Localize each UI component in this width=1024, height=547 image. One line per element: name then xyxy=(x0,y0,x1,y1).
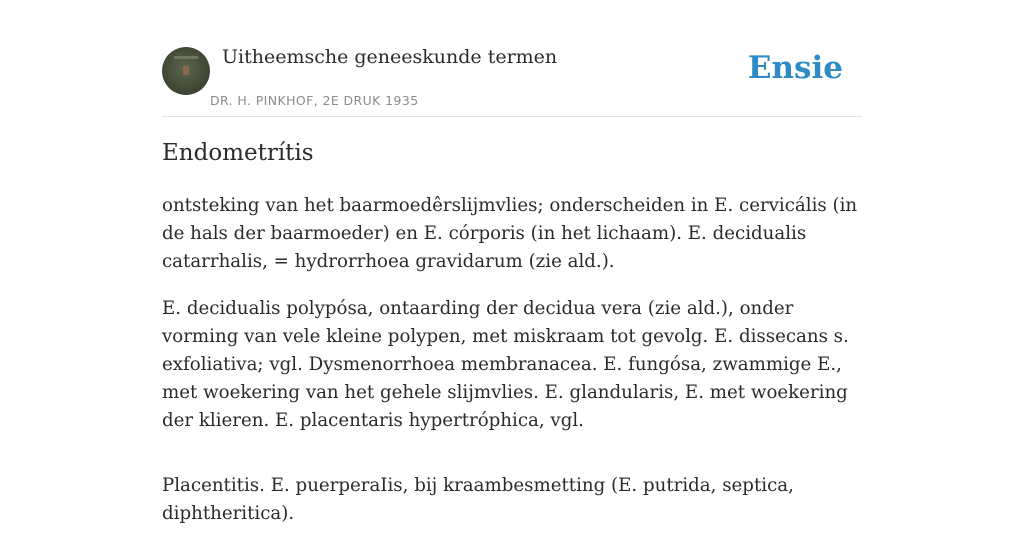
cover-band xyxy=(174,56,198,59)
page-container xyxy=(162,0,862,524)
entry-definition xyxy=(162,192,862,547)
book-title-link[interactable]: Uitheemsche geneeskunde termen xyxy=(222,46,558,68)
definition-paragraph: Placentitis. E. puerperaIis, bij kraambesmetting (E. putrida, septica, diphtheritica). xyxy=(162,475,794,524)
book-author: DR. H. PINKHOF, 2E DRUK 1935 xyxy=(210,93,419,108)
definition-paragraph: E. decidualis polypósa, ontaarding der decidua vera (zie ald.), onder vorming van vele kleine polypen, met miskraam tot gevolg. E. dissecans s. exfoliativa; vgl. Dysmenorrhoea membranacea. E. fungósa, zwammige E., met woekering van het gehele slijmvlies. E. glandularis, E. met woekering der klieren. E. placentaris hypertróphica, vgl. xyxy=(162,298,849,431)
ensie-logo-link[interactable]: Ensie xyxy=(747,50,843,86)
book-cover-thumbnail[interactable] xyxy=(162,47,210,95)
entry-title: Endometrítis xyxy=(162,140,314,166)
entry-header xyxy=(162,0,862,117)
cover-emblem-icon xyxy=(183,66,189,75)
definition-paragraph: ontsteking van het baarmoedêrslijmvlies; onderscheiden in E. cervicális (in de hals der baarmoeder) en E. córporis (in het lichaam). E. decidualis catarrhalis, = hydrorrhoea gravidarum (zie ald.). xyxy=(162,195,858,272)
